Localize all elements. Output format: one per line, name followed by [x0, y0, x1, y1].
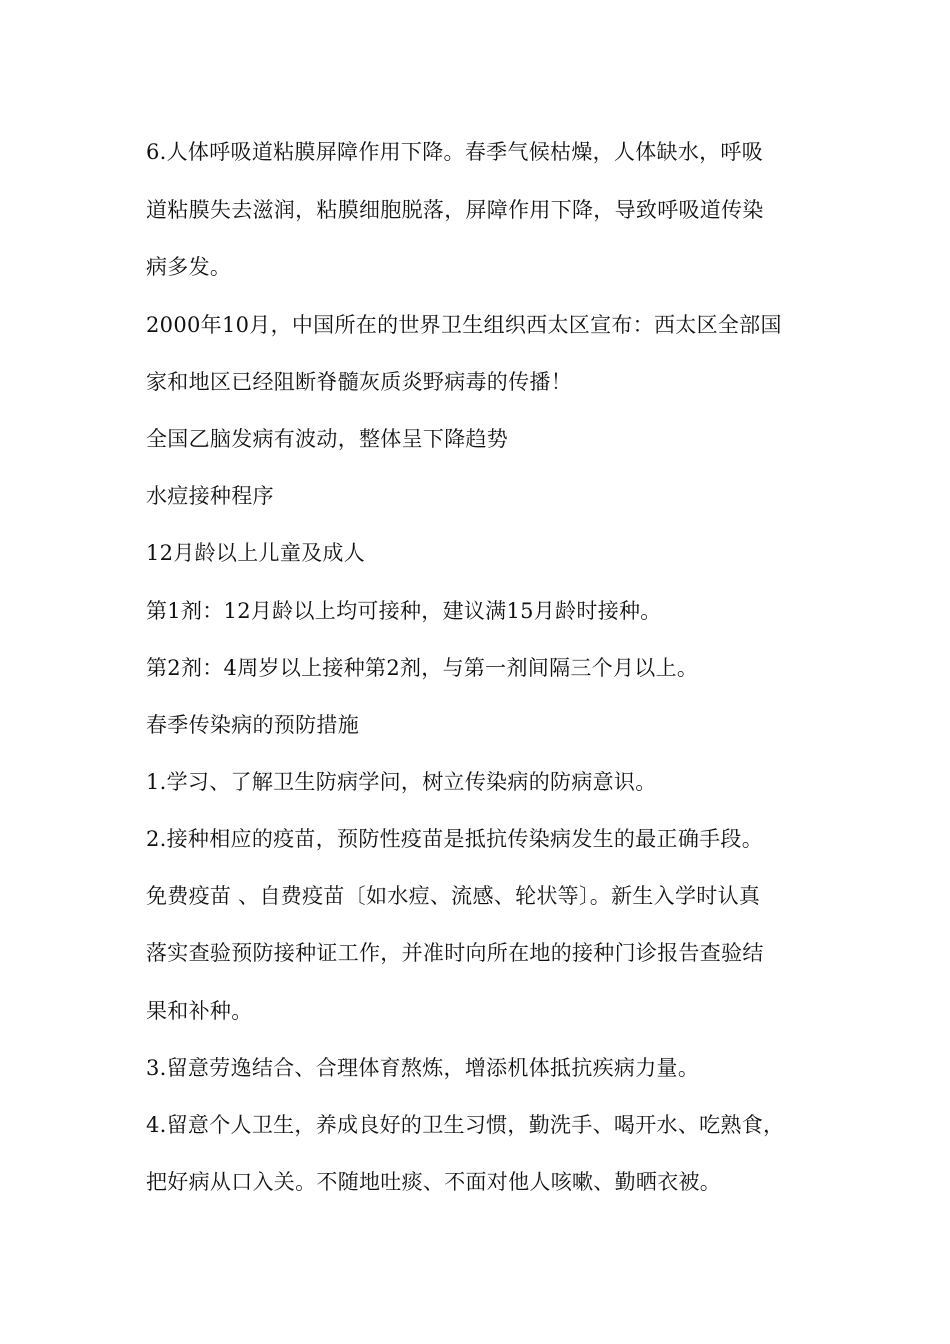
text-line: 1.学习、了解卫生防病学问，树立传染病的防病意识。 [146, 770, 657, 794]
text-line: 6.人体呼吸道粘膜屏障作用下降。春季气候枯燥，人体缺水，呼吸 [146, 140, 764, 164]
section-heading: 春季传染病的预防措施 [146, 713, 359, 737]
text-line: 落实查验预防接种证工作，并准时向所在地的接种门诊报告查验结 [146, 941, 764, 965]
text-line: 第1剂：12月龄以上均可接种，建议满15月龄时接种。 [146, 599, 662, 623]
text-line: 免费疫苗 、自费疫苗〔如水痘、流感、轮状等〕。新生入学时认真 [146, 884, 761, 908]
text-line: 果和补种。 [146, 999, 253, 1023]
text-line: 把好病从口入关。不随地吐痰、不面对他人咳嗽、勤晒衣被。 [146, 1170, 722, 1194]
text-line: 全国乙脑发病有波动，整体呈下降趋势 [146, 427, 509, 451]
text-line: 病多发。 [146, 255, 232, 279]
text-line: 2000年10月，中国所在的世界卫生组织西太区宣布：西太区全部国 [146, 313, 782, 337]
text-line: 4.留意个人卫生，养成良好的卫生习惯，勤洗手、喝开水、吃熟食， [146, 1113, 785, 1137]
text-line: 道粘膜失去滋润，粘膜细胞脱落，屏障作用下降，导致呼吸道传染 [146, 198, 764, 222]
text-line: 2.接种相应的疫苗，预防性疫苗是抵抗传染病发生的最正确手段。 [146, 827, 764, 851]
text-line: 3.留意劳逸结合、合理体育熬炼，增添机体抵抗疾病力量。 [146, 1056, 700, 1080]
text-line: 第2剂：4周岁以上接种第2剂，与第一剂间隔三个月以上。 [146, 656, 699, 680]
text-line: 家和地区已经阻断脊髓灰质炎野病毒的传播！ [146, 370, 572, 394]
text-line: 12月龄以上儿童及成人 [146, 541, 366, 565]
section-heading: 水痘接种程序 [146, 484, 274, 508]
